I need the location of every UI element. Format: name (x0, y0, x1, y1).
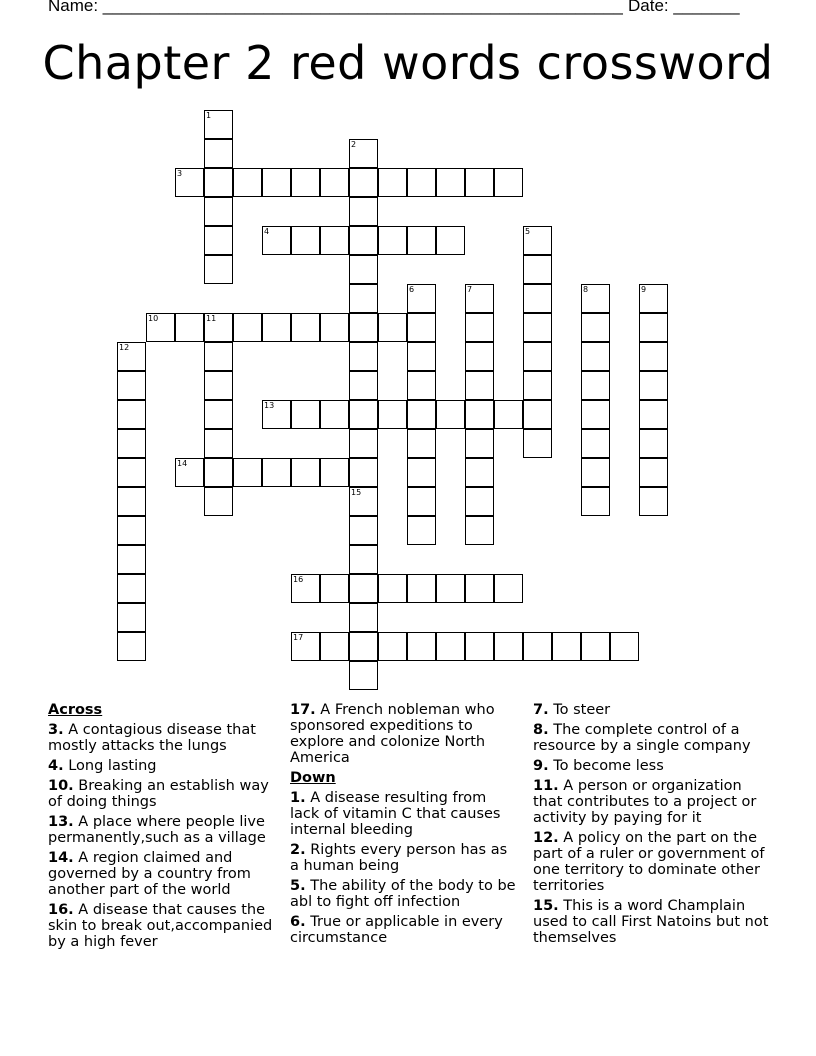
grid-cell[interactable] (523, 400, 552, 429)
grid-cell[interactable] (349, 197, 378, 226)
grid-cell[interactable] (204, 400, 233, 429)
clue-number: 14 (177, 459, 188, 468)
grid-cell[interactable] (523, 226, 552, 255)
clue-across-17: 17. A French nobleman who sponsored expeditions to explore and colonize North America (290, 702, 495, 766)
grid-cell[interactable] (349, 255, 378, 284)
grid-cell[interactable] (407, 516, 436, 545)
grid-cell[interactable] (523, 313, 552, 342)
grid-cell[interactable] (465, 429, 494, 458)
grid-cell[interactable] (436, 574, 465, 603)
clue-down-12: 12. A policy on the part on the part of a ruler or government of one territory to dominate other territories (533, 830, 765, 894)
grid-cell[interactable] (117, 574, 146, 603)
grid-cell[interactable] (262, 226, 291, 255)
clue-number: 2 (351, 140, 357, 149)
grid-cell[interactable] (407, 574, 436, 603)
grid-cell[interactable] (610, 632, 639, 661)
grid-cell[interactable] (639, 284, 668, 313)
grid-cell[interactable] (378, 313, 407, 342)
grid-cell[interactable] (581, 429, 610, 458)
grid-cell[interactable] (494, 168, 523, 197)
clue-across-10: 10. Breaking an establish way of doing things (48, 778, 269, 810)
grid-cell[interactable] (639, 458, 668, 487)
clue-down-8: 8. The complete control of a resource by a single company (533, 722, 751, 754)
grid-cell[interactable] (262, 400, 291, 429)
down-heading: Down (290, 770, 336, 786)
clue-number: 10 (148, 314, 159, 323)
grid-cell[interactable] (407, 429, 436, 458)
grid-cell[interactable] (291, 400, 320, 429)
grid-cell[interactable] (117, 632, 146, 661)
grid-cell[interactable] (320, 313, 349, 342)
grid-cell[interactable] (117, 516, 146, 545)
grid-cell[interactable] (117, 429, 146, 458)
grid-cell[interactable] (349, 139, 378, 168)
grid-cell[interactable] (378, 400, 407, 429)
clue-number: 3 (177, 169, 183, 178)
grid-cell[interactable] (523, 284, 552, 313)
grid-cell[interactable] (320, 400, 349, 429)
grid-cell[interactable] (465, 168, 494, 197)
clue-down-11: 11. A person or organization that contributes to a project or activity by paying for it (533, 778, 757, 826)
grid-cell[interactable] (349, 226, 378, 255)
grid-cell[interactable] (378, 574, 407, 603)
clue-across-16: 16. A disease that causes the skin to break out,accompanied by a high fever (48, 902, 273, 950)
clues-column-1 (48, 702, 284, 954)
grid-cell[interactable] (175, 458, 204, 487)
clue-number: 15 (351, 488, 362, 497)
grid-cell[interactable] (581, 342, 610, 371)
grid-cell[interactable] (494, 574, 523, 603)
grid-cell[interactable] (407, 313, 436, 342)
grid-cell[interactable] (291, 458, 320, 487)
grid-cell[interactable] (436, 168, 465, 197)
clue-number: 11 (206, 314, 217, 323)
clue-down-6: 6. True or applicable in every circumstance (290, 914, 503, 946)
clue-down-7: 7. To steer (533, 702, 611, 718)
grid-cell[interactable] (552, 632, 581, 661)
grid-cell[interactable] (639, 487, 668, 516)
grid-cell[interactable] (349, 574, 378, 603)
clue-down-1: 1. A disease resulting from lack of vitamin C that causes internal bleeding (290, 790, 501, 838)
grid-cell[interactable] (581, 284, 610, 313)
clue-number: 17 (293, 633, 304, 642)
grid-cell[interactable] (320, 168, 349, 197)
grid-cell[interactable] (204, 458, 233, 487)
clues-column-3 (533, 702, 773, 950)
clue-across-4: 4. Long lasting (48, 758, 157, 774)
grid-cell[interactable] (407, 371, 436, 400)
grid-cell[interactable] (204, 197, 233, 226)
grid-cell[interactable] (639, 429, 668, 458)
grid-cell[interactable] (204, 168, 233, 197)
grid-cell[interactable] (581, 487, 610, 516)
grid-cell[interactable] (175, 313, 204, 342)
grid-cell[interactable] (465, 632, 494, 661)
clue-across-13: 13. A place where people live permanently,such as a village (48, 814, 266, 846)
grid-cell[interactable] (407, 632, 436, 661)
grid-cell[interactable] (349, 168, 378, 197)
grid-cell[interactable] (349, 342, 378, 371)
grid-cell[interactable] (349, 487, 378, 516)
grid-cell[interactable] (117, 458, 146, 487)
grid-cell[interactable] (581, 313, 610, 342)
grid-cell[interactable] (175, 168, 204, 197)
grid-cell[interactable] (465, 342, 494, 371)
clue-number: 13 (264, 401, 275, 410)
grid-cell[interactable] (117, 371, 146, 400)
clue-number: 5 (525, 227, 531, 236)
grid-cell[interactable] (349, 313, 378, 342)
grid-cell[interactable] (320, 632, 349, 661)
clue-down-15: 15. This is a word Champlain used to call First Natoins but not themselves (533, 898, 769, 946)
clue-number: 6 (409, 285, 415, 294)
grid-cell[interactable] (291, 313, 320, 342)
grid-cell[interactable] (465, 284, 494, 313)
grid-cell[interactable] (291, 226, 320, 255)
grid-cell[interactable] (204, 226, 233, 255)
grid-cell[interactable] (407, 342, 436, 371)
grid-cell[interactable] (291, 168, 320, 197)
grid-cell[interactable] (349, 661, 378, 690)
grid-cell[interactable] (436, 400, 465, 429)
grid-cell[interactable] (117, 487, 146, 516)
grid-cell[interactable] (349, 371, 378, 400)
grid-cell[interactable] (204, 487, 233, 516)
grid-cell[interactable] (639, 313, 668, 342)
grid-cell[interactable] (494, 632, 523, 661)
grid-cell[interactable] (320, 574, 349, 603)
grid-cell[interactable] (639, 371, 668, 400)
grid-cell[interactable] (349, 400, 378, 429)
clue-across-3: 3. A contagious disease that mostly attacks the lungs (48, 722, 256, 754)
grid-cell[interactable] (349, 429, 378, 458)
grid-cell[interactable] (349, 516, 378, 545)
grid-cell[interactable] (581, 632, 610, 661)
grid-cell[interactable] (117, 545, 146, 574)
grid-cell[interactable] (523, 371, 552, 400)
clue-number: 8 (583, 285, 589, 294)
grid-cell[interactable] (349, 632, 378, 661)
clue-down-5: 5. The ability of the body to be abl to fight off infection (290, 878, 516, 910)
grid-cell[interactable] (407, 400, 436, 429)
grid-cell[interactable] (349, 284, 378, 313)
grid-cell[interactable] (407, 458, 436, 487)
grid-cell[interactable] (581, 458, 610, 487)
grid-cell[interactable] (291, 574, 320, 603)
grid-cell[interactable] (639, 342, 668, 371)
grid-cell[interactable] (407, 284, 436, 313)
grid-cell[interactable] (262, 458, 291, 487)
clue-number: 12 (119, 343, 130, 352)
grid-cell[interactable] (465, 371, 494, 400)
name-field[interactable]: Name: _______________________________________________________ (48, 0, 623, 15)
grid-cell[interactable] (523, 342, 552, 371)
grid-cell[interactable] (407, 226, 436, 255)
page-title: Chapter 2 red words crossword (42, 36, 774, 90)
grid-cell[interactable] (262, 168, 291, 197)
clue-number: 16 (293, 575, 304, 584)
grid-cell[interactable] (146, 313, 175, 342)
grid-cell[interactable] (523, 255, 552, 284)
grid-cell[interactable] (465, 313, 494, 342)
clue-number: 7 (467, 285, 473, 294)
grid-cell[interactable] (233, 313, 262, 342)
clue-down-2: 2. Rights every person has as a human being (290, 842, 508, 874)
grid-cell[interactable] (523, 632, 552, 661)
grid-cell[interactable] (204, 110, 233, 139)
grid-cell[interactable] (204, 139, 233, 168)
grid-cell[interactable] (204, 313, 233, 342)
date-field[interactable]: Date: _______ (628, 0, 740, 15)
grid-cell[interactable] (204, 255, 233, 284)
grid-cell[interactable] (117, 342, 146, 371)
grid-cell[interactable] (494, 400, 523, 429)
grid-cell[interactable] (436, 632, 465, 661)
grid-cell[interactable] (233, 168, 262, 197)
clue-number: 9 (641, 285, 647, 294)
grid-cell[interactable] (465, 516, 494, 545)
grid-cell[interactable] (320, 458, 349, 487)
across-heading: Across (48, 702, 103, 718)
grid-cell[interactable] (349, 458, 378, 487)
grid-cell[interactable] (378, 226, 407, 255)
grid-cell[interactable] (436, 226, 465, 255)
grid-cell[interactable] (378, 168, 407, 197)
grid-cell[interactable] (407, 487, 436, 516)
clue-number: 1 (206, 111, 212, 120)
grid-cell[interactable] (291, 632, 320, 661)
clue-down-9: 9. To become less (533, 758, 664, 774)
clues-column-2 (290, 702, 520, 950)
grid-cell[interactable] (117, 400, 146, 429)
grid-cell[interactable] (465, 487, 494, 516)
grid-cell[interactable] (581, 400, 610, 429)
grid-cell[interactable] (117, 603, 146, 632)
clue-number: 4 (264, 227, 270, 236)
grid-cell[interactable] (581, 371, 610, 400)
grid-cell[interactable] (465, 574, 494, 603)
grid-cell[interactable] (320, 226, 349, 255)
clue-across-14: 14. A region claimed and governed by a country from another part of the world (48, 850, 251, 898)
grid-cell[interactable] (523, 429, 552, 458)
grid-cell[interactable] (639, 400, 668, 429)
grid-cell[interactable] (349, 545, 378, 574)
grid-cell[interactable] (378, 632, 407, 661)
grid-cell[interactable] (204, 342, 233, 371)
grid-cell[interactable] (204, 371, 233, 400)
grid-cell[interactable] (465, 458, 494, 487)
grid-cell[interactable] (349, 603, 378, 632)
grid-cell[interactable] (465, 400, 494, 429)
grid-cell[interactable] (204, 429, 233, 458)
grid-cell[interactable] (407, 168, 436, 197)
grid-cell[interactable] (233, 458, 262, 487)
grid-cell[interactable] (262, 313, 291, 342)
